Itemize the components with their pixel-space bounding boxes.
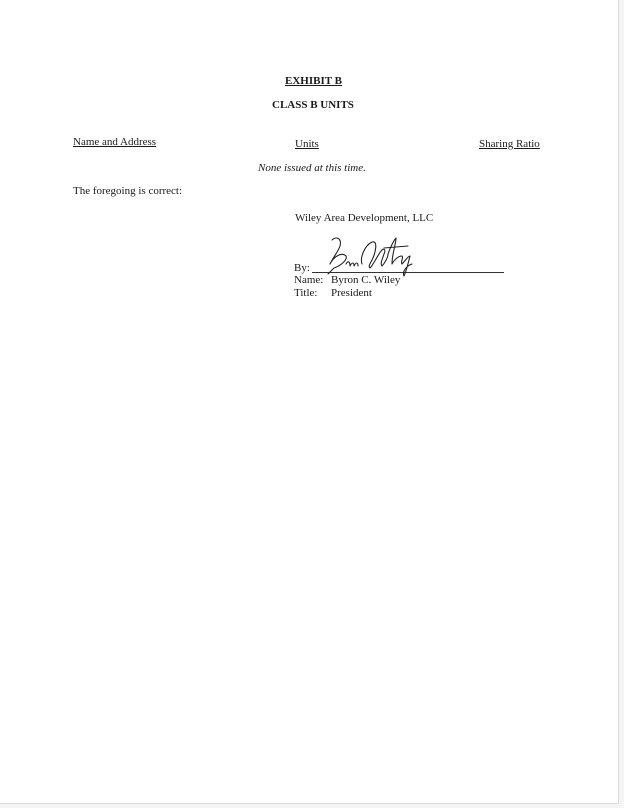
signer-name: Byron C. Wiley — [331, 274, 401, 286]
company-name: Wiley Area Development, LLC — [295, 212, 434, 224]
certification-text: The foregoing is correct: — [73, 185, 183, 197]
class-heading: CLASS B UNITS — [272, 99, 354, 111]
column-sharing-ratio: Sharing Ratio — [479, 138, 540, 150]
name-label: Name: — [294, 274, 324, 286]
exhibit-heading: EXHIBIT B — [285, 75, 342, 87]
title-label: Title: — [294, 287, 318, 299]
handwritten-signature-icon — [322, 234, 418, 278]
none-issued-note: None issued at this time. — [258, 162, 366, 174]
column-name-and-address: Name and Address — [73, 136, 157, 148]
signer-title: President — [331, 287, 372, 299]
by-label: By: — [294, 262, 310, 274]
column-units: Units — [295, 138, 319, 150]
